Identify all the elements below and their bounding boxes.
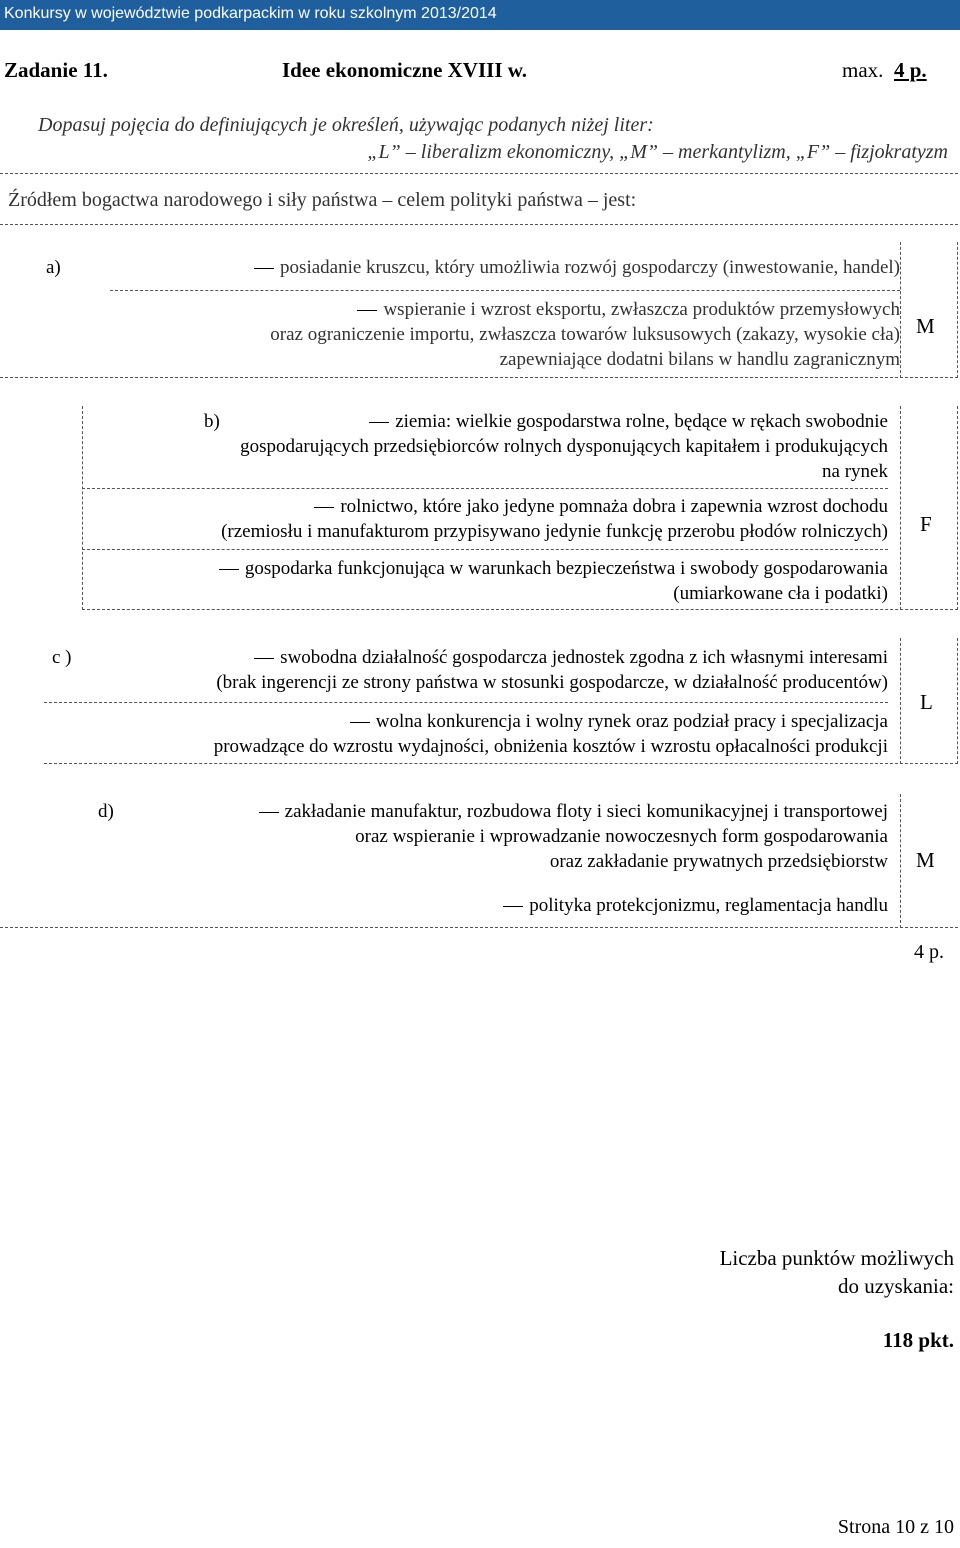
group-a	[0, 242, 958, 378]
group-c	[44, 638, 958, 764]
group-b-right-border	[957, 406, 958, 610]
group-b-separator-2	[82, 549, 888, 550]
group-b-item-3: gospodarka funkcjonująca w warunkach bezpieczeństwa i swobody gospodarowania (umiarkowane cła i podatki)	[82, 556, 888, 606]
group-b-item-2: rolnictwo, które jako jedyne pomnaża dobra i zapewnia wzrost dochodu (rzemiosłu i manufakturom przypisywano jedynie funkcję przerobu płodów rolniczych)	[221, 496, 888, 542]
task-number: Zadanie 11.	[4, 58, 108, 82]
group-d	[0, 794, 958, 928]
group-c-bottom-border	[44, 763, 958, 764]
divider-question	[0, 224, 958, 225]
legend: „L” – liberalizm ekonomiczny, „M” – merkantylizm, „F” – fizjokratyzm	[367, 141, 948, 163]
dash-icon	[369, 422, 389, 423]
group-b-item-1: ziemia: wielkie gospodarstwa rolne, będące w rękach swobodnie gospodarujących przedsiębiorców rolnych dysponujących kapitałem i produkujących na rynek	[240, 411, 888, 482]
group-a-item-2: wspieranie i wzrost eksportu, zwłaszcza produktów przemysłowych oraz ograniczenie importu, zwłaszcza towarów luksusowych (zakazy, wysokie cła) zapewniające dodatni bilans w handlu zagranicznym	[270, 299, 900, 370]
dash-icon	[503, 906, 523, 907]
dash-icon	[254, 658, 274, 659]
divider-top	[0, 173, 958, 174]
summary-total: 118 pkt.	[882, 1328, 954, 1352]
task-title: Idee ekonomiczne XVIII w.	[282, 58, 527, 82]
dash-icon	[254, 268, 274, 269]
group-b-marker: b)	[204, 411, 220, 432]
group-d-item-1: zakładanie manufaktur, rozbudowa floty i sieci komunikacyjnej i transportowej oraz wspieranie i wprowadzanie nowoczesnych form gospodarowania oraz zakładanie prywatnych przedsiębiorstw	[0, 799, 888, 874]
group-a-bottom-border	[0, 377, 958, 378]
dash-icon	[357, 310, 377, 311]
max-points: 4 p.	[894, 58, 927, 82]
dash-icon	[314, 507, 334, 508]
dash-icon	[350, 722, 370, 723]
group-b-answer-border	[900, 406, 901, 610]
group-c-answer-border	[900, 638, 901, 764]
header-title: Konkursy w województwie podkarpackim w roku szkolnym 2013/2014	[4, 5, 497, 22]
group-c-item-1: swobodna działalność gospodarcza jednostek zgodna z ich własnymi interesami (brak ingerencji ze strony państwa w stosunki gospodarcze, w działalność producentów)	[216, 647, 888, 693]
page-header	[0, 0, 960, 30]
summary-line-2: do uzyskania:	[837, 1274, 954, 1298]
group-d-answer-border	[900, 794, 901, 928]
group-c-separator	[44, 702, 888, 703]
group-a-right-border	[957, 242, 958, 378]
group-a-answer-border	[900, 242, 901, 378]
group-d-bottom-border	[0, 927, 958, 928]
task-score: 4 p.	[914, 941, 944, 963]
group-a-answer[interactable]: M	[916, 314, 935, 338]
group-b-bottom-border	[82, 609, 958, 610]
instruction: Dopasuj pojęcia do definiujących je określeń, używając podanych niżej liter:	[38, 114, 654, 136]
group-a-separator	[110, 290, 900, 291]
summary-line-1: Liczba punktów możliwych	[719, 1246, 954, 1270]
group-b-separator-1	[82, 488, 888, 489]
group-d-answer[interactable]: M	[916, 848, 935, 872]
question: Źródłem bogactwa narodowego i siły państwa – celem polityki państwa – jest:	[8, 189, 637, 211]
group-d-marker: d)	[98, 801, 114, 822]
group-a-item-1: posiadanie kruszcu, który umożliwia rozwój gospodarczy (inwestowanie, handel)	[110, 255, 900, 280]
group-b-answer[interactable]: F	[920, 512, 932, 536]
dash-icon	[259, 812, 279, 813]
page-number: Strona 10 z 10	[837, 1516, 954, 1538]
group-b	[82, 406, 958, 610]
group-c-item-2: wolna konkurencja i wolny rynek oraz podział pracy i specjalizacja prowadzące do wzrostu wydajności, obniżenia kosztów i wzrostu opłacalności produkcji	[213, 711, 888, 757]
group-d-item-2: polityka protekcjonizmu, reglamentacja handlu	[0, 893, 888, 918]
group-c-answer[interactable]: L	[920, 690, 933, 714]
group-c-right-border	[957, 638, 958, 764]
max-label: max.	[842, 58, 884, 82]
group-c-marker: c )	[52, 647, 72, 668]
dash-icon	[219, 569, 239, 570]
group-a-marker: a)	[46, 257, 61, 278]
